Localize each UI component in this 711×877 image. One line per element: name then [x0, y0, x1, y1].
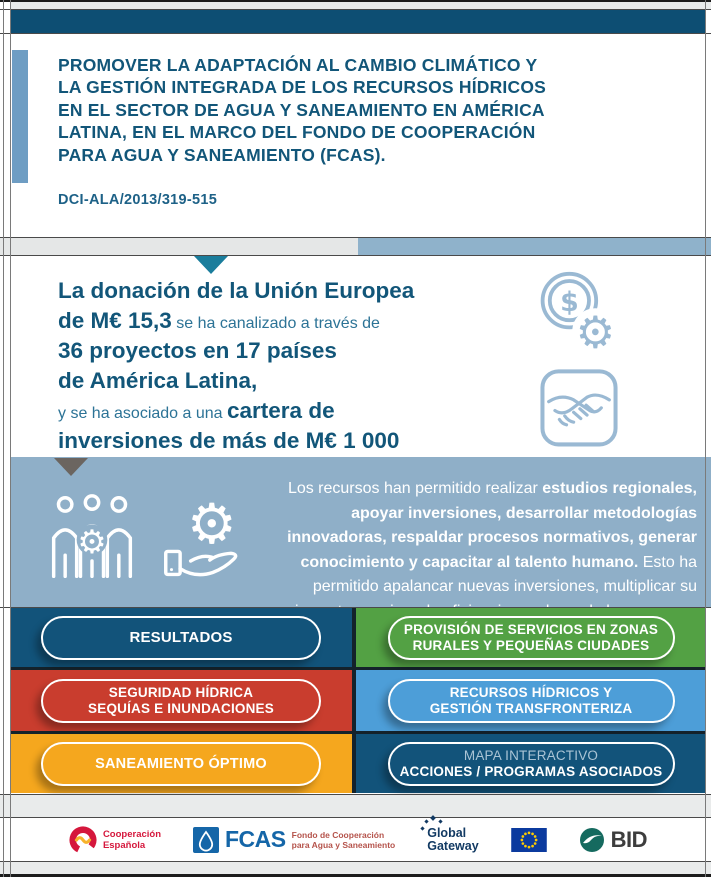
cooperacion-espanola-icon	[69, 826, 97, 854]
global-gateway-logo	[427, 827, 478, 853]
button-cell-provision-servicios	[356, 608, 706, 667]
donation-statement: La donación de la Unión Europea de M€ 15,3 se ha canalizado a través de 36 proyectos en 17 países de América Latina, y se ha asociado a una cartera de inversiones de más de M€ 1 000	[58, 278, 415, 453]
button-label: SANEAMIENTO ÓPTIMO	[95, 755, 267, 772]
button-label: RURALES Y PEQUEÑAS CIUDADES	[412, 637, 650, 653]
title-line: LA GESTIÓN INTEGRADA DE LOS RECURSOS HÍDRICOS	[58, 77, 547, 98]
bid-logo	[579, 827, 647, 853]
resultados-button[interactable]	[41, 616, 321, 660]
button-label: ACCIONES / PROGRAMAS ASOCIADOS	[399, 763, 663, 779]
fcas-acronym: FCAS	[225, 826, 286, 852]
divider	[0, 33, 711, 34]
button-cell-resultados	[10, 608, 352, 667]
frame-line-content-left	[10, 0, 11, 877]
global-gateway-label: Global Gateway	[427, 825, 479, 853]
button-cell-seguridad-hidrica	[10, 670, 352, 731]
header-bar	[10, 10, 706, 33]
provision-servicios-button[interactable]	[388, 616, 675, 660]
program-code: DCI-ALA/2013/319-515	[58, 192, 218, 208]
recursos-hidricos-button[interactable]	[388, 679, 675, 723]
title-line: PROMOVER LA ADAPTACIÓN AL CAMBIO CLIMÁTICO Y	[58, 55, 538, 75]
navigation-buttons	[10, 608, 706, 793]
hand-holding-gear-icon	[160, 490, 252, 586]
coin-dollar-gear-icon	[534, 268, 622, 360]
footer-gray-band	[0, 795, 711, 817]
title-accent-bar	[12, 50, 28, 183]
svg-text:⚙: ⚙	[77, 522, 107, 561]
button-label: SEGURIDAD HÍDRICA	[108, 684, 254, 700]
footer-logos	[10, 818, 706, 861]
cooperacion-espanola-logo	[69, 826, 161, 854]
button-label: MAPA INTERACTIVO	[463, 747, 599, 763]
fcas-drop-icon	[193, 827, 219, 853]
fcas-logo	[193, 826, 395, 853]
divider	[0, 255, 711, 256]
mapa-interactivo-button[interactable]	[388, 742, 675, 786]
frame-line-left	[3, 0, 4, 877]
bid-label: BID	[610, 826, 648, 852]
gray-band-segment	[0, 238, 358, 255]
gray-arrow-down-icon	[54, 458, 88, 476]
people-gear-icon	[46, 490, 138, 586]
button-label: PROVISIÓN DE SERVICIOS EN ZONAS	[403, 621, 659, 637]
button-cell-recursos-hidricos	[356, 670, 706, 731]
bottom-gray-band	[0, 862, 711, 874]
button-label: RECURSOS HÍDRICOS Y	[449, 684, 613, 700]
svg-text:⚙: ⚙	[186, 492, 237, 558]
svg-text:$: $	[560, 287, 579, 319]
frame-line-right	[705, 0, 706, 877]
resources-statement: Los recursos han permitido realizar estudios regionales, apoyar inversiones, desarrollar metodologías innovadoras, respaldar procesos normativos, generar conocimiento y capacitar al talento humano. Esto ha permitido apalancar nuevas inversiones, multiplicar su	[287, 480, 697, 595]
button-cell-mapa-interactivo	[356, 734, 706, 793]
global-gateway-stars-icon	[419, 815, 445, 833]
saneamiento-optimo-button[interactable]	[41, 742, 321, 786]
button-cell-saneamiento-optimo	[10, 734, 352, 793]
handshake-icon	[538, 364, 620, 450]
button-label: GESTIÓN TRANSFRONTERIZA	[429, 700, 633, 716]
title-line: PARA AGUA Y SANEAMIENTO (FCAS).	[58, 144, 386, 165]
cooperacion-espanola-label: Cooperación Española	[102, 828, 161, 851]
bid-icon	[579, 827, 605, 853]
svg-text:⚙: ⚙	[575, 307, 615, 359]
button-label: SEQUÍAS E INUNDACIONES	[88, 700, 274, 716]
title-line: EN EL SECTOR DE AGUA Y SANEAMIENTO EN AMÉRICA	[58, 99, 545, 120]
fcas-label: Fondo de Cooperación para Agua y Saneamiento	[291, 829, 396, 850]
title-line: LATINA, EN EL MARCO DEL FONDO DE COOPERACIÓN	[58, 122, 536, 143]
button-label: RESULTADOS	[129, 628, 233, 646]
steel-band-segment	[358, 238, 711, 255]
teal-arrow-down-icon	[194, 256, 228, 274]
page-title	[58, 54, 678, 166]
eu-flag-icon	[511, 828, 547, 852]
divider	[0, 237, 711, 238]
seguridad-hidrica-button[interactable]	[41, 679, 321, 723]
